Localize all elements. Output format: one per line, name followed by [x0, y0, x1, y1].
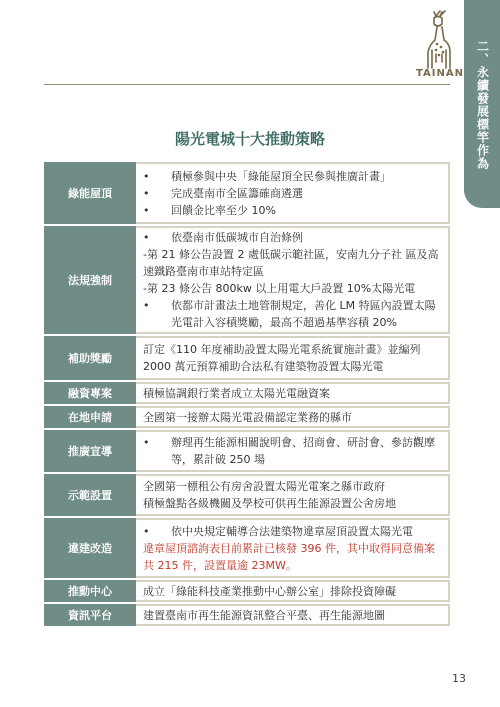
text-line: 積極盤點各級機關及學校可供再生能源設置公舍房地	[143, 497, 396, 510]
bullet-line	[143, 434, 441, 468]
row-content	[136, 226, 450, 334]
table-row	[44, 474, 450, 516]
table-row	[44, 336, 450, 380]
bullet-line	[143, 297, 441, 331]
bullet-icon: •	[143, 203, 150, 217]
bullet-icon: •	[143, 231, 150, 244]
page-number: 13	[452, 672, 466, 685]
bullet-icon: •	[143, 299, 150, 312]
bullet-icon: •	[143, 524, 150, 538]
table-row	[44, 518, 450, 578]
text-line: 訂定《110 年度補助設置太陽光電系統實施計畫》並編列 2000 萬元預算補助合法私有建築物設置太陽光電	[143, 343, 421, 373]
table-row	[44, 226, 450, 334]
logo-text: TAINAN	[416, 68, 464, 79]
text-line: 建置臺南市再生能源資訊整合平臺、再生能源地圖	[143, 608, 385, 622]
text-line: 積極協調銀行業者成立太陽光電融資案	[143, 386, 330, 400]
highlight-line: 違章屋頂諮詢表目前累計已核發 396 件，其中取得同意備案共 215 件，設置量逾 23MW。	[143, 541, 435, 572]
text-line: -第 23 條公告 800kw 以上用電大戶設置 10%太陽光電	[143, 282, 416, 295]
row-content	[136, 382, 450, 404]
row-content	[136, 604, 450, 626]
side-tab-char: 為	[475, 157, 490, 170]
table-row	[44, 430, 450, 472]
side-tab-char: 續	[475, 79, 490, 92]
text-line: 成立「綠能科技產業推動中心辦公室」排除投資障礙	[143, 584, 396, 598]
side-tab-char: 展	[475, 105, 490, 118]
row-label: 在地申請	[44, 406, 136, 428]
row-label: 推動中心	[44, 580, 136, 602]
side-tab-char: 作	[475, 144, 490, 157]
line-text: 積極參與中央「綠能屋頂全民參與推廣計畫」	[171, 169, 391, 183]
line-text: 回饋金比率至少 10%	[171, 203, 276, 217]
row-content	[136, 474, 450, 516]
row-content	[136, 336, 450, 380]
line-text: 完成臺南市全區籌確商遴選	[171, 186, 303, 200]
bullet-line	[143, 202, 441, 219]
row-label: 示範設置	[44, 474, 136, 516]
line-text: 依臺南市低碳城市自治條例	[171, 231, 303, 244]
text-line: 全國第一接辦太陽光電設備認定業務的縣市	[143, 410, 352, 424]
row-label: 補助獎勵	[44, 336, 136, 380]
row-content	[136, 580, 450, 602]
bullet-icon: •	[143, 436, 150, 449]
table-row	[44, 162, 450, 224]
line-text: 依中央規定輔導合法建築物違章屋頂設置太陽光電	[171, 524, 413, 538]
side-tab-char: 發	[475, 92, 490, 105]
table-row	[44, 382, 450, 404]
strategy-table	[44, 162, 450, 628]
side-tab-char: 永	[475, 66, 490, 79]
header-rule	[44, 84, 450, 85]
table-row	[44, 580, 450, 602]
table-row	[44, 604, 450, 626]
row-content	[136, 162, 450, 224]
bullet-line	[143, 523, 441, 540]
side-tab-char: 標	[475, 118, 490, 131]
text-line: -第 21 條公告設置 2 處低碳示範社區，安南九分子社 區及高速鐵路臺南市車站特定區	[143, 248, 439, 278]
chapter-side-tab	[464, 0, 500, 208]
row-label: 違建改造	[44, 518, 136, 578]
row-label: 綠能屋頂	[44, 162, 136, 224]
bullet-line	[143, 229, 441, 246]
row-content	[136, 406, 450, 428]
row-label: 法規強制	[44, 226, 136, 334]
line-text: 辦理再生能源相關說明會、招商會、研討會、參訪觀摩等，累計破 250 場	[171, 436, 435, 466]
text-line: 全國第一標租公有房舍設置太陽光電案之縣市政府	[143, 480, 385, 493]
side-tab-char: 二	[475, 40, 490, 53]
row-content	[136, 430, 450, 472]
line-text: 依都市計畫法土地管制規定，善化 LM 特區內設置太陽光電計入容積獎勵，最高不超過基準容積 20%	[171, 299, 436, 329]
row-content	[136, 518, 450, 578]
page-title: 陽光電城十大推動策略	[174, 130, 325, 148]
row-label: 融資專案	[44, 382, 136, 404]
row-label: 推廣宣導	[44, 430, 136, 472]
bullet-line	[143, 185, 441, 202]
side-tab-char: 竿	[475, 131, 490, 144]
row-label: 資訊平台	[44, 604, 136, 626]
bullet-icon: •	[143, 186, 150, 200]
table-row	[44, 406, 450, 428]
bullet-line	[143, 168, 441, 185]
bullet-icon: •	[143, 169, 150, 183]
side-tab-char: 、	[475, 53, 490, 66]
